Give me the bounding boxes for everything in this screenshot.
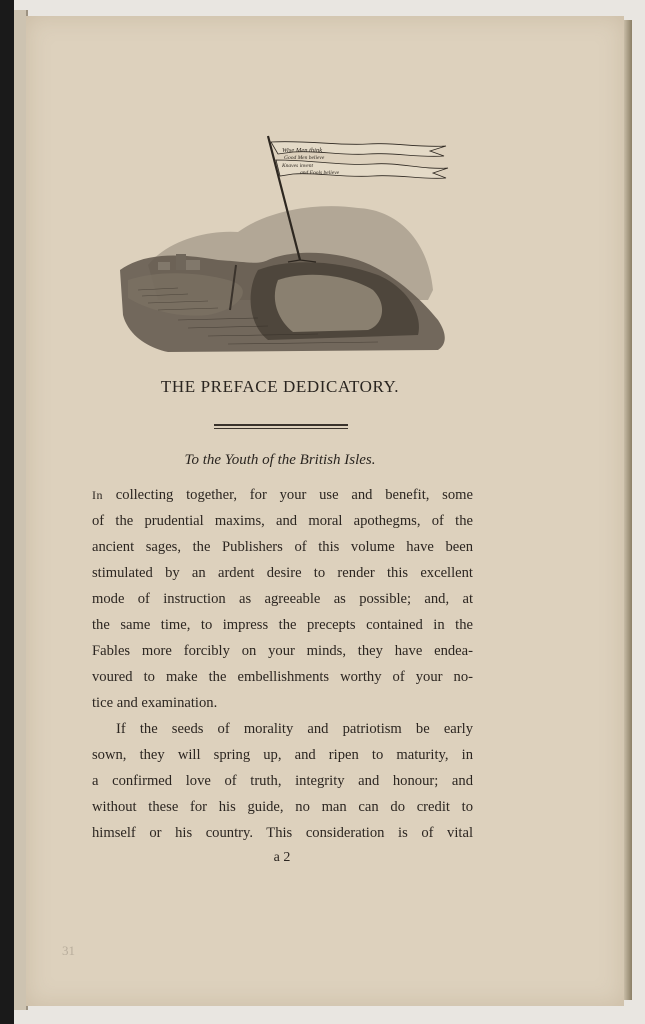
pencil-folio-number: 31	[62, 943, 75, 958]
dedication-address: To the Youth of the British Isles.	[184, 452, 376, 468]
text-line: the same time, to impress the precepts contained in the	[92, 617, 473, 633]
text-line: tice and examination.	[92, 695, 218, 711]
text-line: of the prudential maxims, and moral apothegms, of the	[92, 513, 473, 529]
page-heading: THE PREFACE DEDICATORY.	[160, 377, 400, 396]
text-line: a confirmed love of truth, integrity and honour; and	[92, 773, 473, 789]
text-line: sown, they will spring up, and ripen to maturity, in	[92, 747, 473, 763]
text-line: Fables more forcibly on your minds, they have endea-	[92, 643, 473, 659]
text-line: If the seeds of morality and patriotism be early	[116, 721, 473, 737]
banner-line-2: Good Men believe	[284, 155, 325, 161]
banner-line-1: Wise Men think	[282, 147, 323, 154]
banner-line-3: Knaves invent	[282, 163, 314, 169]
text-line: voured to make the embellishments worthy of your no-	[92, 669, 473, 685]
landscape-vignette-illustration	[118, 120, 458, 358]
preface-body	[92, 482, 473, 846]
page-fore-edge	[624, 20, 632, 1000]
double-rule-divider	[214, 424, 348, 429]
dropword: In	[92, 488, 103, 502]
text-line: In collecting together, for your use and benefit, some	[92, 487, 473, 503]
text-line: without these for his guide, no man can do credit to	[92, 799, 473, 815]
text-line: ancient sages, the Publishers of this volume have been	[92, 539, 473, 555]
signature-mark: a 2	[273, 850, 291, 865]
text-line: himself or his country. This consideration is of vital	[92, 825, 473, 841]
book-spine	[0, 0, 14, 1024]
text-line: mode of instruction as agreeable as possible; and, at	[92, 591, 473, 607]
banner-line-4: and Fools believe	[300, 170, 340, 176]
text-line: stimulated by an ardent desire to render this excellent	[92, 565, 473, 581]
